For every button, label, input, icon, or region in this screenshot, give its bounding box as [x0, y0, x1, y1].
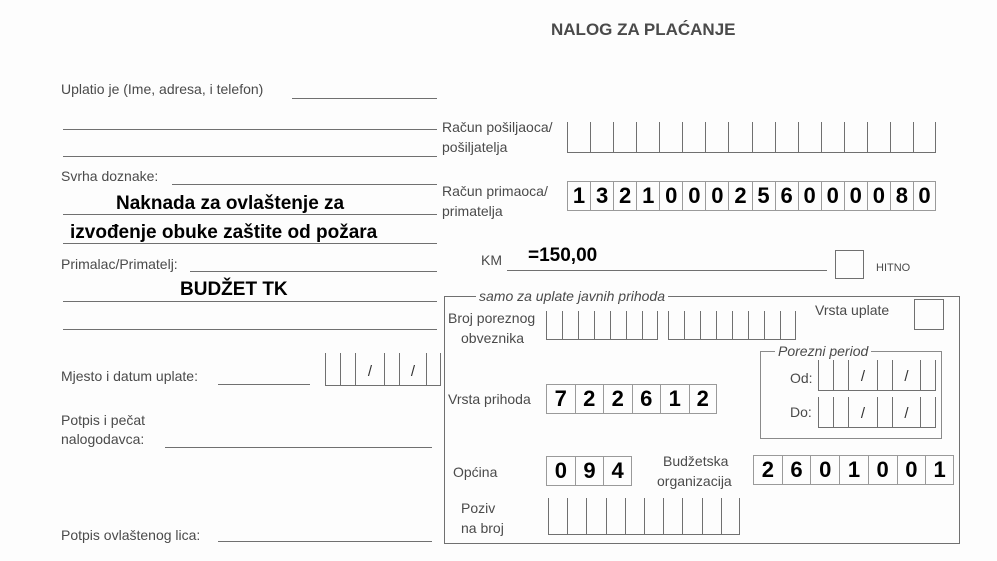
digit-box[interactable]	[705, 181, 728, 211]
date-box[interactable]	[325, 353, 340, 385]
urgent-checkbox[interactable]	[835, 250, 864, 279]
digit-box[interactable]	[684, 311, 700, 339]
period-box[interactable]	[833, 360, 848, 390]
period-box[interactable]	[920, 397, 936, 427]
digit-box[interactable]	[567, 498, 586, 534]
digit-value: 9	[583, 458, 596, 483]
digit-box[interactable]	[632, 384, 661, 414]
date-separator: /	[904, 405, 909, 422]
digit-box[interactable]	[668, 311, 684, 339]
recipient-label: Primalac/Primatelj:	[61, 256, 178, 272]
tax-period-label: Porezni period	[775, 343, 871, 359]
digit-value: 8	[895, 183, 909, 208]
municipality-label: Općina	[453, 464, 498, 480]
place-input-line[interactable]	[218, 384, 310, 385]
digit-box[interactable]	[798, 181, 821, 211]
place-date-label: Mjesto i datum uplate:	[61, 368, 198, 384]
digit-box[interactable]	[590, 122, 613, 152]
period-box[interactable]	[848, 397, 877, 427]
digit-box[interactable]	[586, 498, 605, 534]
digit-box[interactable]	[660, 384, 689, 414]
digit-value: 0	[826, 183, 839, 208]
digit-box[interactable]	[636, 181, 659, 211]
digit-box[interactable]	[548, 498, 567, 534]
municipality-boxes[interactable]	[546, 456, 632, 486]
digit-box[interactable]	[689, 384, 718, 414]
digit-value: 6	[780, 183, 793, 208]
date-separator: /	[410, 363, 416, 380]
budget-org-label-2: organizacija	[657, 473, 732, 489]
digit-box[interactable]	[752, 181, 775, 211]
digit-box[interactable]	[546, 311, 562, 339]
period-from-label: Od:	[790, 370, 813, 386]
date-separator: /	[860, 405, 866, 422]
digit-box[interactable]	[575, 456, 604, 486]
payer-label: Uplatio je (Ime, adresa, i telefon)	[61, 81, 264, 97]
signature-stamp-label-2: nalogodavca:	[61, 431, 145, 447]
date-box[interactable]	[399, 353, 426, 385]
period-box[interactable]	[833, 397, 848, 427]
purpose-label: Svrha doznake:	[61, 168, 159, 184]
digit-box[interactable]	[659, 181, 682, 211]
digit-box[interactable]	[913, 122, 936, 152]
digit-box[interactable]	[844, 122, 867, 152]
taxpayer-number-boxes-a[interactable]	[546, 311, 658, 340]
recipient-account-label-1: Račun primaoca/	[442, 183, 548, 199]
digit-box[interactable]	[821, 181, 844, 211]
digit-value: 1	[933, 457, 946, 482]
period-box[interactable]	[920, 360, 936, 390]
digit-value: 0	[905, 457, 918, 482]
reference-label-2: na broj	[461, 520, 504, 536]
digit-value: 0	[872, 183, 885, 208]
digit-box[interactable]	[700, 311, 716, 339]
digit-value: 0	[711, 183, 724, 208]
digit-box[interactable]	[594, 311, 610, 339]
payer-line-2[interactable]	[63, 129, 437, 130]
digit-value: 0	[876, 457, 889, 482]
digit-box[interactable]	[753, 455, 782, 485]
period-box[interactable]	[848, 360, 877, 390]
digit-box[interactable]	[567, 181, 590, 211]
digit-box[interactable]	[798, 122, 821, 152]
digit-box[interactable]	[890, 122, 913, 152]
amount-value: =150,00	[528, 245, 598, 266]
digit-box[interactable]	[626, 311, 642, 339]
date-boxes[interactable]	[325, 353, 441, 386]
digit-value: 0	[688, 183, 701, 208]
digit-value: 1	[847, 457, 861, 482]
period-box[interactable]	[818, 360, 833, 390]
digit-box[interactable]	[636, 122, 659, 152]
period-box[interactable]	[818, 397, 833, 427]
date-box[interactable]	[426, 353, 441, 385]
digit-value: 6	[640, 386, 653, 411]
digit-value: 5	[757, 183, 770, 208]
digit-box[interactable]	[613, 122, 636, 152]
digit-box[interactable]	[590, 181, 613, 211]
digit-box[interactable]	[728, 181, 751, 211]
digit-box[interactable]	[839, 455, 868, 485]
period-box[interactable]	[877, 360, 892, 390]
digit-box[interactable]	[578, 311, 594, 339]
digit-box[interactable]	[625, 498, 644, 534]
public-revenue-legend: samo za uplate javnih prihoda	[476, 288, 668, 304]
digit-value: 7	[554, 386, 567, 411]
digit-box[interactable]	[782, 455, 811, 485]
period-box[interactable]	[892, 397, 920, 427]
reference-number-boxes[interactable]	[548, 498, 740, 535]
digit-box[interactable]	[659, 122, 682, 152]
urgent-label: HITNO	[876, 262, 911, 274]
digit-box[interactable]	[897, 455, 926, 485]
digit-box[interactable]	[716, 311, 732, 339]
digit-value: 1	[572, 183, 586, 208]
digit-box[interactable]	[810, 455, 839, 485]
purpose-value-line-1: Naknada za ovlaštenje za	[116, 193, 345, 214]
digit-box[interactable]	[764, 311, 780, 339]
digit-box[interactable]	[663, 498, 682, 534]
digit-value: 2	[734, 183, 747, 208]
signature-stamp-label-1: Potpis i pečat	[61, 412, 146, 428]
digit-box[interactable]	[844, 181, 867, 211]
date-separator: /	[367, 363, 373, 380]
digit-box[interactable]	[705, 122, 728, 152]
digit-box[interactable]	[780, 311, 796, 339]
digit-value: 1	[642, 183, 655, 208]
digit-box[interactable]	[867, 181, 890, 211]
taxpayer-number-label-2: obveznika	[461, 330, 525, 346]
signature-stamp-line[interactable]	[165, 447, 432, 448]
recipient-account-label-2: primatelja	[442, 203, 503, 219]
taxpayer-number-boxes-b[interactable]	[668, 311, 796, 340]
recipient-line-3[interactable]	[63, 329, 437, 330]
amount-line[interactable]	[507, 270, 827, 271]
digit-value: 2	[611, 386, 624, 411]
digit-value: 6	[790, 457, 803, 482]
digit-box[interactable]	[748, 311, 764, 339]
sender-account-label-1: Račun pošiljaoca/	[442, 119, 553, 135]
payer-line-3[interactable]	[63, 156, 437, 157]
digit-box[interactable]	[925, 455, 954, 485]
digit-box[interactable]	[613, 181, 636, 211]
period-from-boxes[interactable]	[818, 360, 936, 391]
reference-label-1: Poziv	[461, 500, 496, 516]
date-box[interactable]	[340, 353, 355, 385]
taxpayer-number-label-1: Broj poreznog	[448, 310, 536, 326]
digit-value: 0	[819, 457, 832, 482]
digit-value: 4	[611, 458, 624, 483]
purpose-line-1[interactable]	[172, 184, 437, 185]
date-separator: /	[860, 368, 866, 385]
digit-value: 2	[619, 183, 632, 208]
digit-box[interactable]	[603, 456, 632, 486]
sender-account-label-2: pošiljatelja	[442, 139, 508, 155]
period-box[interactable]	[877, 397, 892, 427]
digit-box[interactable]	[702, 498, 721, 534]
digit-box[interactable]	[682, 498, 701, 534]
date-box[interactable]	[384, 353, 399, 385]
sender-account-boxes[interactable]	[567, 122, 936, 153]
digit-box[interactable]	[575, 384, 604, 414]
digit-box[interactable]	[682, 181, 705, 211]
digit-value: 2	[761, 457, 774, 482]
digit-box[interactable]	[546, 384, 575, 414]
digit-value: 0	[554, 458, 567, 483]
payer-line-1[interactable]	[292, 98, 437, 99]
digit-box[interactable]	[867, 122, 890, 152]
form-title: NALOG ZA PLAĆANJE	[551, 20, 736, 39]
digit-box[interactable]	[644, 498, 663, 534]
recipient-line-2[interactable]	[63, 301, 437, 302]
budget-org-boxes[interactable]	[753, 455, 954, 485]
payment-type-box[interactable]	[914, 299, 944, 330]
digit-box[interactable]	[775, 122, 798, 152]
purpose-value-line-2: izvođenje obuke zaštite od požara	[70, 222, 378, 243]
digit-box[interactable]	[728, 122, 751, 152]
currency-label: KM	[481, 252, 502, 268]
period-to-label: Do:	[790, 404, 812, 420]
recipient-line-1[interactable]	[190, 271, 437, 272]
digit-value: 3	[595, 183, 609, 208]
digit-value: 1	[668, 386, 681, 411]
digit-box[interactable]	[562, 311, 578, 339]
date-box[interactable]	[355, 353, 384, 385]
period-to-boxes[interactable]	[818, 397, 936, 428]
digit-box[interactable]	[682, 122, 705, 152]
recipient-account-boxes[interactable]	[567, 181, 936, 211]
payment-type-label: Vrsta uplate	[815, 302, 890, 318]
digit-box[interactable]	[868, 455, 897, 485]
digit-box[interactable]	[610, 311, 626, 339]
digit-value: 0	[803, 183, 816, 208]
digit-box[interactable]	[821, 122, 844, 152]
revenue-type-label: Vrsta prihoda	[448, 391, 531, 407]
digit-value: 2	[696, 386, 709, 411]
revenue-type-boxes[interactable]	[546, 384, 717, 414]
digit-box[interactable]	[721, 498, 740, 534]
budget-org-label-1: Budžetska	[663, 453, 729, 469]
digit-value: 0	[849, 183, 862, 208]
digit-value: 0	[665, 183, 678, 208]
authorized-signature-line[interactable]	[218, 541, 432, 542]
digit-box[interactable]	[732, 311, 748, 339]
digit-value: 2	[583, 386, 596, 411]
digit-box[interactable]	[913, 181, 936, 211]
period-box[interactable]	[892, 360, 920, 390]
digit-value: 0	[918, 183, 931, 208]
digit-box[interactable]	[775, 181, 798, 211]
digit-box[interactable]	[546, 456, 575, 486]
digit-box[interactable]	[642, 311, 658, 339]
authorized-signature-label: Potpis ovlaštenog lica:	[61, 527, 201, 543]
digit-box[interactable]	[603, 384, 632, 414]
digit-box[interactable]	[606, 498, 625, 534]
recipient-value: BUDŽET TK	[180, 279, 288, 300]
date-separator: /	[904, 368, 909, 385]
digit-box[interactable]	[752, 122, 775, 152]
digit-box[interactable]	[890, 181, 913, 211]
digit-box[interactable]	[567, 122, 590, 152]
